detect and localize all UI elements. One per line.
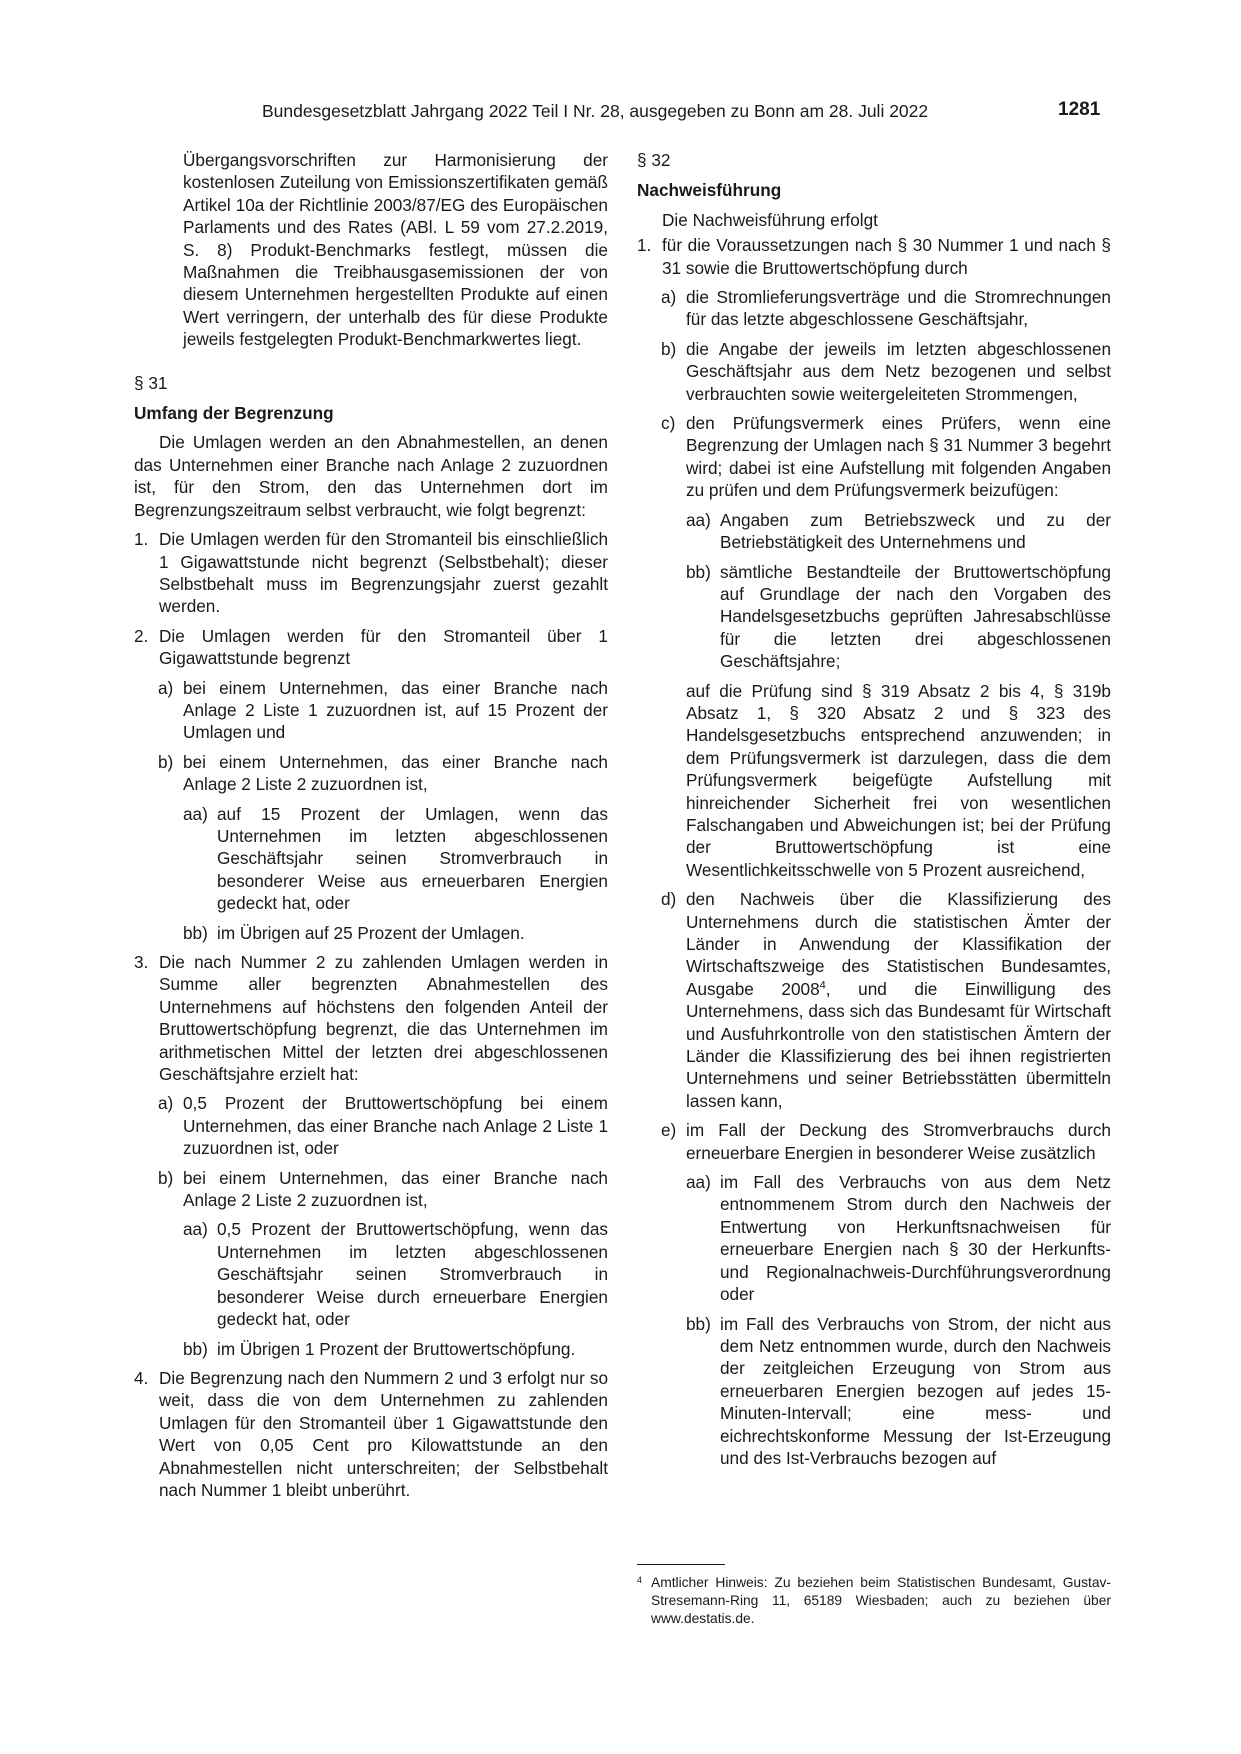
section-title: Umfang der Begrenzung	[134, 403, 334, 424]
left-column	[134, 149, 608, 1508]
item-label: a)	[158, 677, 174, 698]
section-lead: Die Nachweisführung erfolgt	[662, 209, 878, 230]
item-text	[686, 889, 1111, 1111]
page-header	[0, 101, 1241, 125]
list-item-3b-bb	[134, 1338, 608, 1360]
gazette-title: Bundesgesetzblatt Jahrgang 2022 Teil I Nr. 28, ausgegeben zu Bonn am 28. Juli 2022	[262, 101, 929, 121]
item-text: Die nach Nummer 2 zu zahlenden Umlagen werden in Summe aller begrenzten Abnahmestellen des Unternehmens auf höchstens den folgenden Anteil der Bruttowertschöpfung begrenzt, die das Unternehmen im arithmetischen Mittel der letzten drei abgeschlossenen Geschäftsjahre erzielt hat:	[159, 952, 608, 1085]
item-label: 4.	[134, 1367, 149, 1388]
footnote-text: Amtlicher Hinweis: Zu beziehen beim Statistischen Bundesamt, Gustav-Stresemann-Ring 11, 65189 Wiesbaden; auch zu beziehen über www.destatis.de.	[651, 1575, 1111, 1627]
list-item-3b	[134, 1167, 608, 1212]
list-item-1b	[637, 338, 1111, 405]
list-item-1c-continuation: auf die Prüfung sind § 319 Absatz 2 bis 4, § 319b Absatz 1, § 320 Absatz 2 und § 323 des Handelsgesetzbuchs entsprechend anzuwenden; in dem Prüfungsvermerk ist darzulegen, dass die dem Prüfungsvermerk beigefügte Aufstellung mit hinreichender Sicherheit frei von wesentlichen Falschangaben und Abweichungen ist; bei der Prüfung der Bruttowertschöpfung ist eine Wesentlichkeitsschwelle von 5 Prozent ausreichend,	[686, 680, 1111, 880]
item-text: sämtliche Bestandteile der Bruttowertschöpfung auf Grundlage der nach den Vorgaben des Handelsgesetzbuchs geprüften Jahresabschlüsse für die letzten drei abgeschlossenen Geschäftsjahre;	[720, 561, 1111, 672]
section-number: § 31	[134, 372, 168, 393]
item-label: aa)	[686, 1172, 711, 1193]
item-text: bei einem Unternehmen, das einer Branche nach Anlage 2 Liste 2 zuzuordnen ist,	[183, 751, 608, 795]
item-text: im Fall des Verbrauchs von Strom, der nicht aus dem Netz entnommen wurde, durch den Nachweis der zeitgleichen Erzeugung von Strom aus erneuerbaren Energien bezogen auf jedes 15-Minuten-Intervall; eine mess- und eichrechtskonforme Messung der Ist-Erzeugung und des Ist-Verbrauchs bezogen auf	[720, 1313, 1111, 1468]
list-item-3b-aa	[134, 1218, 608, 1330]
item-text: Die Umlagen werden für den Stromanteil bis einschließlich 1 Gigawattstunde nicht begrenzt (Selbstbehalt); dieser Selbstbehalt muss im Begrenzungsjahr zuerst gezahlt werden.	[159, 529, 608, 617]
footnote-reference[interactable]: 4	[819, 979, 826, 992]
item-text: 0,5 Prozent der Bruttowertschöpfung, wenn das Unternehmen im letzten abgeschlossenen Geschäftsjahr seinen Stromverbrauch in besonderer Weise durch erneuerbare Energien gedeckt hat, oder	[217, 1219, 608, 1330]
item-label: b)	[158, 751, 174, 772]
item-label: b)	[158, 1167, 174, 1188]
list-item-1c	[637, 412, 1111, 502]
intro-paragraph: Übergangsvorschriften zur Harmonisierung der kostenlosen Zuteilung von Emissionszertifikaten gemäß Artikel 10a der Richtlinie 2003/87/EG des Europäischen Parlaments und des Rates (ABl. L 59 vom 27.2.2019, S. 8) Produkt-Benchmarks festlegt, müssen die Maßnahmen die Treibhausgasemissionen der von diesem Unternehmen hergestellten Produkte auf einen Wert verringern, der unterhalb des für diese Produkte jeweils festgelegten Produkt-Benchmarkwertes liegt.	[183, 150, 608, 350]
item-text: im Übrigen auf 25 Prozent der Umlagen.	[217, 922, 525, 943]
list-item-1e-aa	[637, 1171, 1111, 1305]
item-label: d)	[661, 889, 677, 910]
item-text: Die Begrenzung nach den Nummern 2 und 3 erfolgt nur so weit, dass die von dem Unternehmen zu zahlenden Umlagen für den Stromanteil über 1 Gigawattstunde den Wert von 0,05 Cent pro Kilowattstunde an den Abnahmestellen nicht unterschreiten; der Selbstbehalt nach Nummer 1 bleibt unberührt.	[159, 1367, 608, 1500]
list-item-3	[134, 951, 608, 1085]
item-label: bb)	[686, 1313, 711, 1334]
item-label: bb)	[686, 561, 711, 582]
footnote-divider	[637, 1564, 725, 1565]
item-label: 1.	[637, 235, 652, 256]
item-label: aa)	[183, 803, 208, 824]
item-text-part: den Nachweis über die Klassifizierung des Unternehmens durch die statistischen Ämter der Länder in Anwendung der Klassifikation der Wirtschaftszweige des Statistischen Bundesamtes, Ausgabe 2008	[686, 889, 1111, 999]
item-label: 3.	[134, 952, 149, 972]
list-item-3a	[134, 1092, 608, 1159]
right-column	[637, 149, 1111, 1469]
item-text: die Stromlieferungsverträge und die Stromrechnungen für das letzte abgeschlossene Geschäftsjahr,	[686, 287, 1111, 330]
list-item-2b	[134, 751, 608, 796]
list-item-2b-bb	[134, 922, 608, 944]
item-label: 1.	[134, 529, 149, 550]
section-title: Nachweisführung	[637, 180, 782, 201]
list-item-2b-aa	[134, 803, 608, 915]
item-text: im Übrigen 1 Prozent der Bruttowertschöpfung.	[217, 1338, 576, 1359]
section-number: § 32	[637, 150, 671, 170]
item-label: b)	[661, 338, 677, 359]
item-label: c)	[661, 413, 676, 434]
list-item-2	[134, 625, 608, 670]
item-label: e)	[661, 1120, 677, 1141]
footnote-number: 4	[637, 1575, 643, 1585]
list-item-1e	[637, 1119, 1111, 1164]
list-item-2a	[134, 677, 608, 744]
item-text: für die Voraussetzungen nach § 30 Nummer 1 und nach § 31 sowie die Bruttowertschöpfung durch	[662, 235, 1111, 278]
footnote	[637, 1574, 1111, 1629]
list-item-1	[637, 234, 1111, 279]
item-text: bei einem Unternehmen, das einer Branche nach Anlage 2 Liste 2 zuzuordnen ist,	[183, 1167, 608, 1211]
item-label: aa)	[183, 1219, 208, 1240]
item-label: bb)	[183, 1338, 208, 1359]
item-text: Die Umlagen werden für den Stromanteil über 1 Gigawattstunde begrenzt	[159, 625, 608, 669]
list-item-1	[134, 528, 608, 618]
section-lead: Die Umlagen werden an den Abnahmestellen, an denen das Unternehmen einer Branche nach Anlage 2 zuzuordnen ist, für den Strom, den das Unternehmen dort im Begrenzungszeitraum selbst verbraucht, wie folgt begrenzt:	[134, 432, 608, 520]
list-item-1e-bb	[637, 1313, 1111, 1470]
item-text: bei einem Unternehmen, das einer Branche nach Anlage 2 Liste 1 zuzuordnen ist, auf 15 Prozent der Umlagen und	[183, 677, 608, 743]
item-text: die Angabe der jeweils im letzten abgeschlossenen Geschäftsjahr aus dem Netz bezogenen und selbst verbrauchten sowie weitergeleiteten Strommengen,	[686, 338, 1111, 404]
list-item-1d	[637, 888, 1111, 1112]
item-label: a)	[158, 1093, 174, 1114]
item-label: aa)	[686, 509, 711, 530]
item-text: den Prüfungsvermerk eines Prüfers, wenn eine Begrenzung der Umlagen nach § 31 Nummer 3 begehrt wird; dabei ist eine Aufstellung mit folgenden Angaben zu prüfen und dem Prüfungsvermerk beizufügen:	[686, 413, 1111, 501]
item-text-part: , und die Einwilligung des Unternehmens, dass sich das Bundesamt für Wirtschaft und Ausfuhrkontrolle von den statistischen Ämtern der Länder die Klassifizierung des bei ihnen registrierten Unternehmens und seiner Betriebsstätten übermitteln lassen kann,	[686, 978, 1111, 1111]
item-text: im Fall des Verbrauchs von aus dem Netz entnommenem Strom durch den Nachweis der Entwertung von Herkunftsnachweisen für erneuerbare Energien nach § 30 der Herkunfts- und Regionalnachweis-Durchführungsverordnung oder	[720, 1172, 1111, 1305]
item-text: auf 15 Prozent der Umlagen, wenn das Unternehmen im letzten abgeschlossenen Geschäftsjahr seinen Stromverbrauch in besonderer Weise aus erneuerbaren Energien gedeckt hat, oder	[217, 803, 608, 914]
list-item-1a	[637, 286, 1111, 331]
item-label: a)	[661, 287, 677, 308]
list-item-4	[134, 1367, 608, 1501]
page-number: 1281	[1058, 99, 1101, 120]
list-item-1c-aa	[637, 509, 1111, 554]
item-label: 2.	[134, 625, 149, 646]
item-text: Angaben zum Betriebszweck und zu der Betriebstätigkeit des Unternehmens und	[720, 509, 1111, 553]
item-text: im Fall der Deckung des Stromverbrauchs durch erneuerbare Energien in besonderer Weise zusätzlich	[686, 1120, 1111, 1163]
item-text: 0,5 Prozent der Bruttowertschöpfung bei einem Unternehmen, das einer Branche nach Anlage 2 Liste 1 zuzuordnen ist, oder	[183, 1093, 608, 1159]
list-item-1c-bb	[637, 561, 1111, 673]
item-label: bb)	[183, 922, 208, 943]
